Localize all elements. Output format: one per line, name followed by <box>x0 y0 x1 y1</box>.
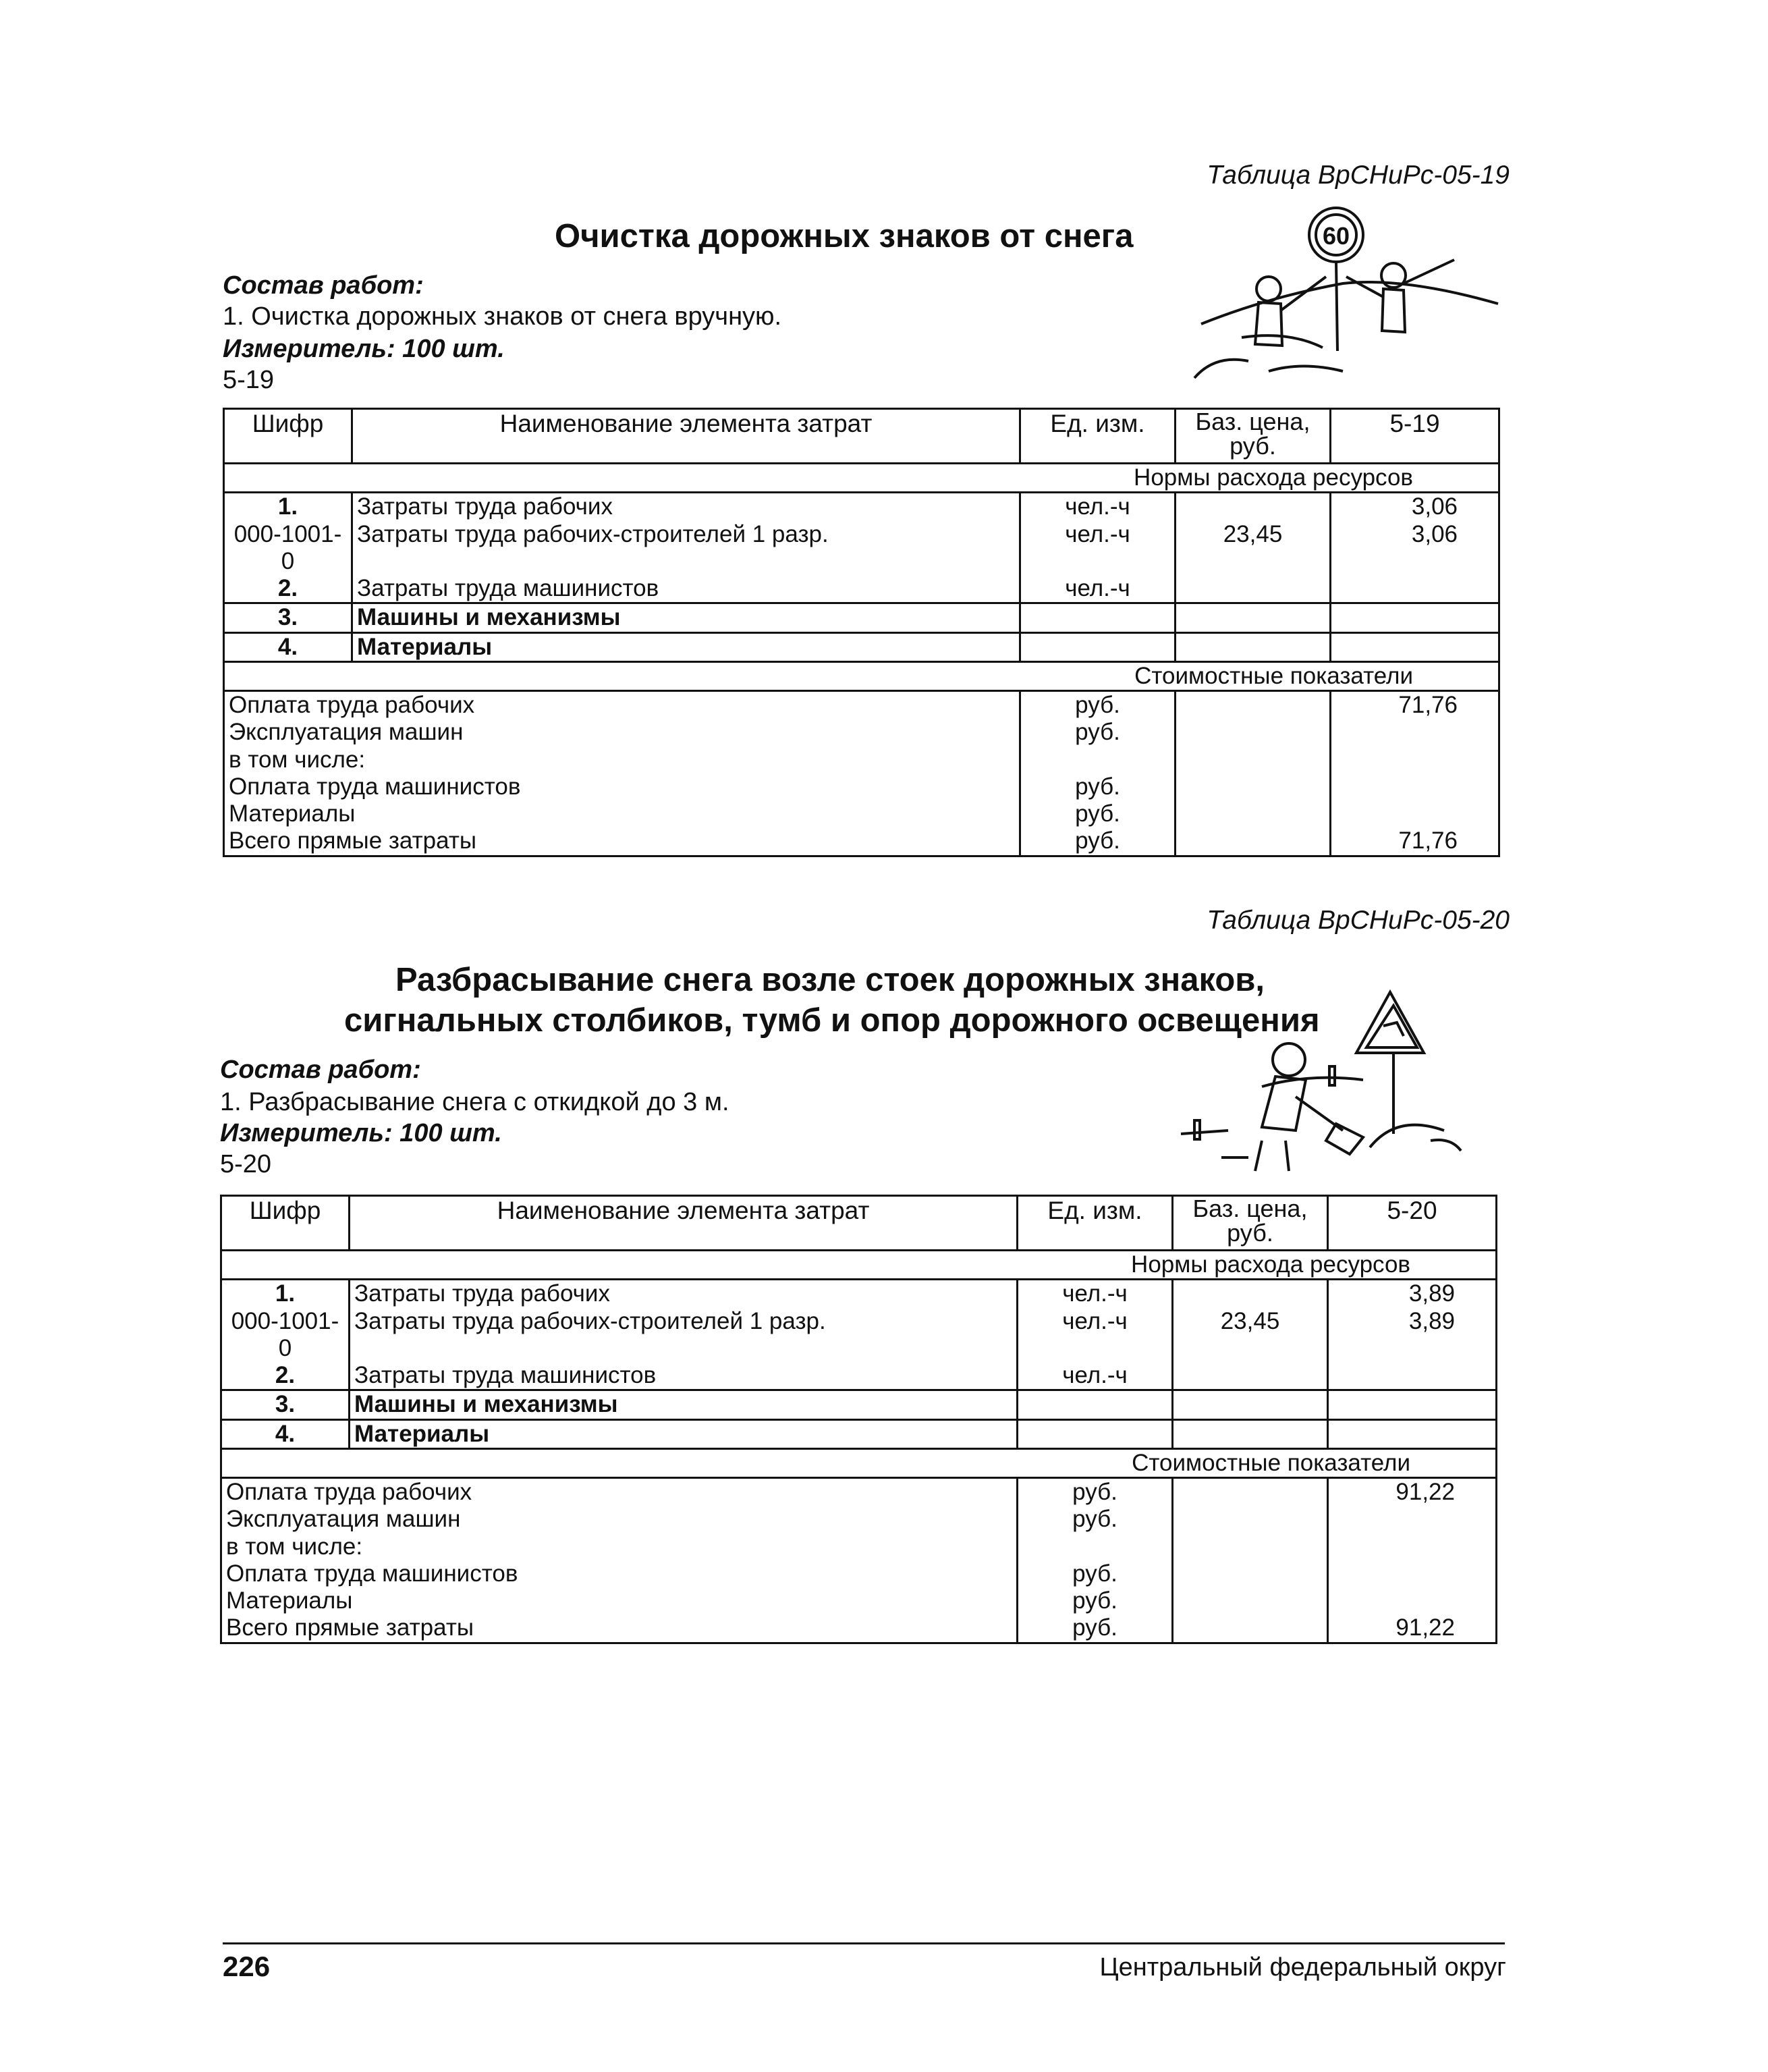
footer-title: Центральный федеральный округ <box>1099 1953 1506 1982</box>
table-number: Таблица ВрСНиРс-05-20 <box>1207 906 1510 935</box>
cost-row: в том числе: <box>221 1533 1497 1560</box>
composition-item: 1. Разбрасывание снега с откидкой до 3 м. <box>220 1088 729 1116</box>
page-number: 226 <box>223 1951 271 1982</box>
cost-row: Оплата труда рабочих руб. 71,76 <box>224 691 1499 719</box>
table-row: 3. Машины и механизмы <box>221 1390 1497 1419</box>
table-header-row <box>224 409 1499 464</box>
header-unit: Ед. изм. <box>1018 1196 1173 1251</box>
table-row: 2. Затраты труда машинистов чел.-ч <box>221 1362 1497 1390</box>
cost-row: Оплата труда машинистов руб. <box>221 1560 1497 1587</box>
composition-label: Состав работ: <box>223 271 424 300</box>
header-column: 5-19 <box>1331 409 1499 464</box>
cost-row: Всего прямые затраты руб. 91,22 <box>221 1614 1497 1643</box>
table-row: 000-1001-0 Затраты труда рабочих-строителей 1 разр. чел.-ч 23,45 3,89 <box>221 1308 1497 1363</box>
header-unit: Ед. изм. <box>1020 409 1176 464</box>
header-name: Наименование элемента затрат <box>350 1196 1018 1251</box>
norms-table-05-20 <box>220 1195 1497 1644</box>
cost-row: Оплата труда рабочих руб. 91,22 <box>221 1478 1497 1506</box>
table-row: 000-1001-0 Затраты труда рабочих-строителей 1 разр. чел.-ч 23,45 3,06 <box>224 521 1499 576</box>
composition-item: 1. Очистка дорожных знаков от снега вручную. <box>223 302 782 331</box>
footer-divider <box>223 1942 1505 1944</box>
section-title: Очистка дорожных знаков от снега <box>555 218 1134 254</box>
header-price: Баз. цена, руб. <box>1173 1196 1328 1251</box>
table-row: 1. Затраты труда рабочих чел.-ч 3,06 <box>224 493 1499 521</box>
cost-row: Всего прямые затраты руб. 71,76 <box>224 827 1499 856</box>
table-row: 1. Затраты труда рабочих чел.-ч 3,89 <box>221 1280 1497 1308</box>
norms-section-label: Нормы расхода ресурсов <box>224 464 1499 493</box>
cost-row: Оплата труда машинистов руб. <box>224 773 1499 800</box>
table-code: 5-20 <box>220 1150 272 1178</box>
worker-shoveling-snow-illustration <box>1161 985 1498 1181</box>
header-name: Наименование элемента затрат <box>352 409 1020 464</box>
composition-label: Состав работ: <box>220 1056 421 1084</box>
section-title-line-2: сигнальных столбиков, тумб и опор дорожного освещения <box>344 1002 1320 1039</box>
header-price: Баз. цена, руб. <box>1176 409 1331 464</box>
table-row: 4. Материалы <box>221 1419 1497 1448</box>
header-column: 5-20 <box>1328 1196 1497 1251</box>
cost-section-label: Стоимостные показатели <box>224 661 1499 690</box>
cost-row: в том числе: <box>224 746 1499 773</box>
table-code: 5-19 <box>223 366 275 394</box>
measure-label: Измеритель: 100 шт. <box>223 335 505 363</box>
norms-section-label: Нормы расхода ресурсов <box>221 1251 1497 1280</box>
cost-row: Материалы руб. <box>221 1587 1497 1614</box>
header-code: Шифр <box>221 1196 350 1251</box>
cost-row: Эксплуатация машин руб. <box>221 1506 1497 1533</box>
section-title-line-1: Разбрасывание снега возле стоек дорожных знаков, <box>395 962 1265 998</box>
table-row: 4. Материалы <box>224 632 1499 661</box>
table-row: 2. Затраты труда машинистов чел.-ч <box>224 575 1499 603</box>
measure-label: Измеритель: 100 шт. <box>220 1119 502 1147</box>
workers-cleaning-sign-illustration <box>1188 202 1512 405</box>
table-row: 3. Машины и механизмы <box>224 603 1499 632</box>
table-header-row <box>221 1196 1497 1251</box>
norms-table-05-19 <box>223 408 1500 857</box>
table-number: Таблица ВрСНиРс-05-19 <box>1207 161 1510 190</box>
header-code: Шифр <box>224 409 352 464</box>
cost-section-label: Стоимостные показатели <box>221 1448 1497 1477</box>
speed-sign-text: 60 <box>1322 222 1350 250</box>
cost-row: Материалы руб. <box>224 800 1499 827</box>
cost-row: Эксплуатация машин руб. <box>224 719 1499 746</box>
